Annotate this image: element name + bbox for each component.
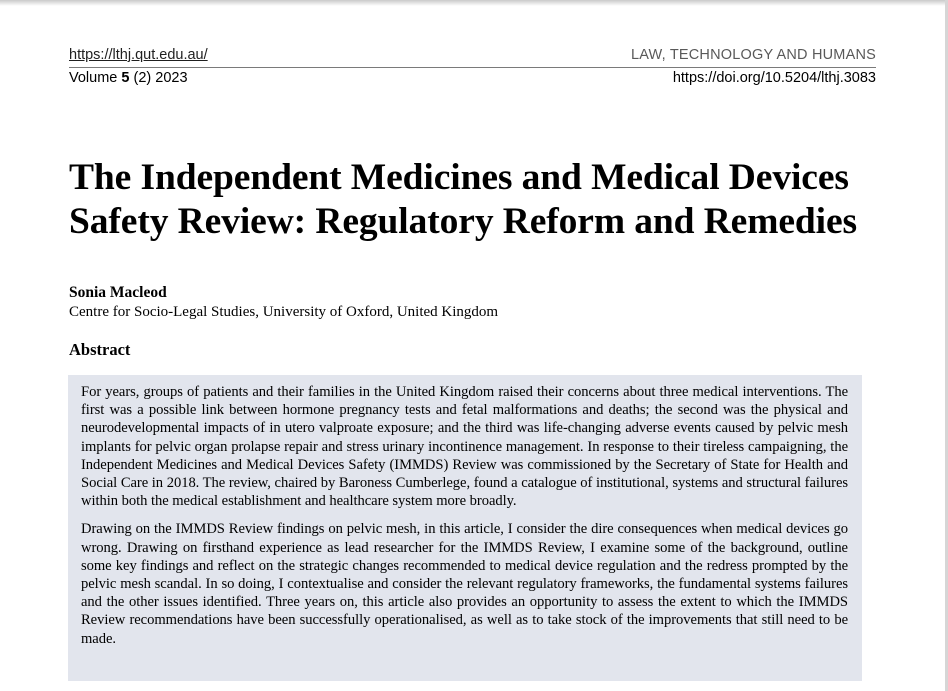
doi-link[interactable]: https://doi.org/10.5204/lthj.3083 (672, 70, 876, 86)
journal-name: LAW, TECHNOLOGY AND HUMANS (630, 47, 876, 63)
volume-number: 5 (121, 70, 130, 86)
author-affiliation: Centre for Socio-Legal Studies, University of Oxford, United Kingdom (69, 304, 499, 320)
article-title: The Independent Medicines and Medical Devices Safety Review: Regulatory Reform and Remedies (69, 157, 858, 242)
volume-info (69, 69, 188, 87)
volume-suffix: (2) 2023 (129, 70, 188, 86)
volume-prefix: Volume (69, 70, 122, 86)
journal-url-link[interactable]: https://lthj.qut.edu.au/ (69, 47, 208, 63)
abstract-heading: Abstract (69, 340, 131, 359)
abstract-paragraph-1: For years, groups of patients and their families in the United Kingdom raised their concerns about three medical interventions. The first was a possible link between hormone pregnancy tests and fetal malformations and deaths; the second was the physical and neurodevelopmental impacts of in utero valproate exposure; and the third was life-changing adverse events caused by pelvic mesh implants for pelvic organ prolapse repair and stress urinary incontinence management. In response to their tireless campaigning, the Independent Medicines and Medical Devices Safety (IMMDS) Review was commissioned by the Secretary of State for Health and Social Care in 2018. The review, chaired by Baroness Cumberlege, found a catalogue of institutional, systems and structural failures within both the medical establishment and healthcare system more broadly. (81, 384, 848, 510)
abstract-box (68, 375, 862, 681)
abstract-paragraph-2: Drawing on the IMMDS Review findings on pelvic mesh, in this article, I consider the dire consequences when medical devices go wrong. Drawing on firsthand experience as lead researcher for the IMMDS Review, I examine some of the background, outline some key findings and reflect on the strategic changes recommended to medical device regulation and the redress prompted by the pelvic mesh scandal. In so doing, I contextualise and consider the relevant regulatory frameworks, the fundamental systems failures and the other issues identified. Three years on, this article also provides an opportunity to assess the extent to which the IMMDS Review recommendations have been successfully operationalised, as well as to take stock of the improvements that still need to be made. (81, 521, 848, 647)
header-rule (69, 67, 876, 68)
author-name: Sonia Macleod (69, 284, 167, 301)
